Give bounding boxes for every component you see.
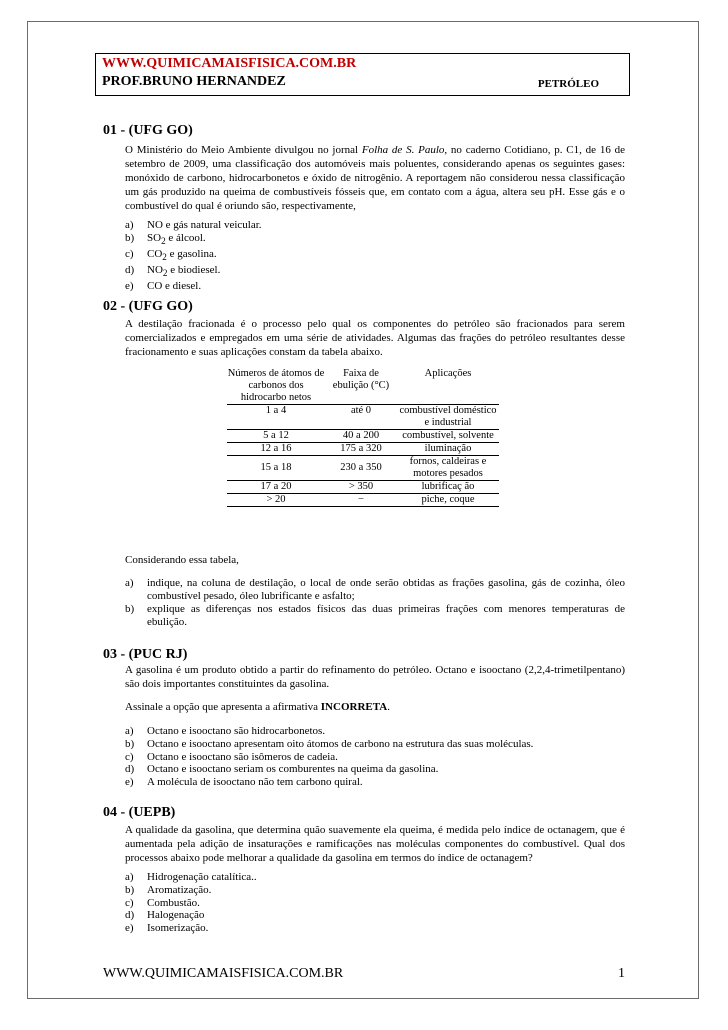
- header-site: WWW.QUIMICAMAISFISICA.COM.BR: [102, 56, 357, 71]
- option-item: [125, 776, 625, 789]
- option-text-a: CO e diesel.: [147, 279, 202, 292]
- table-row: [227, 481, 499, 494]
- question-3-title: 03 - (PUC RJ): [103, 647, 188, 662]
- option-text: Halogenação: [147, 909, 205, 922]
- option-letter: c): [125, 896, 134, 909]
- option-text: Hidrogenação catalítica..: [147, 871, 257, 883]
- option-item: [125, 725, 625, 738]
- option-text-a: CO: [147, 247, 163, 260]
- option-letter: b): [125, 737, 135, 750]
- option-letter: b): [125, 603, 135, 615]
- option-text: Octano e isooctano seriam os comburentes na queima da gasolina.: [147, 763, 439, 776]
- question-1-text-part-1: O Ministério do Meio Ambiente divulgou no jornal: [125, 144, 362, 156]
- option-letter: d): [125, 763, 135, 776]
- subscript: 2: [162, 267, 168, 278]
- instruction-part-1: Assinale a opção que apresenta a afirmativa: [125, 701, 321, 713]
- table-cell: combustível, solvente: [397, 430, 499, 443]
- option-text: Combustão.: [147, 896, 200, 909]
- option-letter: a): [125, 577, 134, 589]
- option-item: [125, 871, 625, 884]
- option-letter: b): [125, 231, 135, 244]
- table-row: [227, 405, 499, 430]
- footer-site: WWW.QUIMICAMAISFISICA.COM.BR: [103, 966, 344, 981]
- option-item: [125, 219, 625, 232]
- table-cell: fornos, caldeiras e motores pesados: [397, 456, 499, 481]
- question-3-instruction: [125, 700, 625, 714]
- option-letter: e): [125, 776, 134, 789]
- table-cell: > 350: [325, 481, 397, 494]
- table-cell: 17 a 20: [227, 481, 325, 494]
- option-text: indique, na coluna de destilação, o local de onde serão obtidas as frações gasolina, gás de cozinha, óleo combustível pesado, óleo lubrificante e asfalto;: [147, 577, 625, 602]
- option-letter: b): [125, 883, 135, 896]
- option-text: [147, 248, 625, 264]
- option-letter: d): [125, 909, 135, 922]
- option-letter: a): [125, 871, 134, 883]
- option-item: [125, 763, 625, 776]
- option-item: [125, 884, 625, 897]
- table-cell: 175 a 320: [325, 443, 397, 456]
- fractions-table: [227, 368, 499, 507]
- table-header-boiling: Faixa de ebulição (°C): [325, 368, 397, 405]
- option-text: A molécula de isooctano não tem carbono quiral.: [147, 776, 363, 789]
- table-header-row: [227, 368, 499, 405]
- option-letter: c): [125, 750, 134, 763]
- option-letter: d): [125, 263, 135, 276]
- option-item: [125, 909, 625, 922]
- header-professor: PROF.BRUNO HERNANDEZ: [102, 74, 286, 89]
- option-letter: c): [125, 247, 134, 260]
- option-item: [125, 738, 625, 751]
- question-1-text-part-2: , no caderno Cotidiano, p. C1, de 16 de setembro de 2009, uma classificação dos automóveis mais poluentes, considerando apenas os seguintes gases: monóxido de carbono, hidrocarbonetos e óxido de nitrogênio. A reportagem não considerou nessa classificação um gás produzido na queima de combustíveis fósseis que, em contato com a água, altera seu pH. Esse gás e o combustível do qual é oriundo são, respectivamente,: [125, 144, 625, 212]
- option-text: [147, 280, 625, 293]
- table-cell: até 0: [325, 405, 397, 430]
- table-cell: 15 a 18: [227, 456, 325, 481]
- table-header-carbons: Números de átomos de carbonos dos hidrocarbo netos: [227, 368, 325, 403]
- question-4-text: A qualidade da gasolina, que determina quão suavemente ela queima, é medida pelo índice de octanagem, que é aumentada pela adição de insaturações e ramificações nas moléculas componentes do combustível. Qual dos processos abaixo pode melhorar a qualidade da gasolina em termos do índice de octanagem?: [125, 824, 625, 864]
- table-row: [227, 443, 499, 456]
- option-item: [125, 603, 625, 629]
- option-item: [125, 577, 625, 603]
- subscript: 2: [162, 251, 167, 262]
- table-cell: > 20: [227, 494, 325, 507]
- option-text: Octano e isooctano são hidrocarbonetos.: [147, 725, 326, 737]
- question-2-considering: Considerando essa tabela,: [125, 554, 239, 566]
- subscript: 2: [161, 235, 166, 246]
- table-cell: combustível doméstico e industrial: [397, 405, 499, 430]
- option-text: [147, 219, 625, 232]
- page-number: 1: [618, 966, 625, 981]
- table-cell: 5 a 12: [227, 430, 325, 443]
- option-item: [125, 751, 625, 764]
- option-letter: e): [125, 279, 134, 292]
- option-item: [125, 922, 625, 935]
- option-text-a: NO: [147, 263, 163, 276]
- table-row: [227, 456, 499, 481]
- option-item: [125, 897, 625, 910]
- table-cell: −: [325, 494, 397, 507]
- option-letter: e): [125, 922, 134, 935]
- table-row: [227, 430, 499, 443]
- question-1-title: 01 - (UFG GO): [103, 123, 193, 138]
- instruction-emphasis: INCORRETA: [320, 701, 388, 713]
- option-text-b: e gasolina.: [166, 247, 217, 260]
- table-cell: iluminação: [397, 443, 499, 456]
- option-text: explique as diferenças nos estados físicos das duas primeiras frações com menores temperaturas de ebulição.: [147, 603, 625, 628]
- question-4-title: 04 - (UEPB): [103, 805, 176, 820]
- table-cell: lubrificaç ão: [397, 481, 499, 494]
- option-text-a: SO: [147, 231, 162, 244]
- question-2-title: 02 - (UFG GO): [103, 299, 193, 314]
- table-cell: 230 a 350: [325, 456, 397, 481]
- option-letter: a): [125, 725, 134, 737]
- question-2-options: [125, 577, 625, 629]
- table-cell: piche, coque: [397, 494, 499, 507]
- option-item: [125, 280, 625, 293]
- table-cell: 40 a 200: [325, 430, 397, 443]
- question-2-text: A destilação fracionada é o processo pelo qual os componentes do petróleo são fracionados para serem comercializados e empregados em uma série de atividades. Algumas das frações do petróleo resultantes desse fracionamento e suas aplicações constam da tabela abaixo.: [125, 318, 625, 358]
- option-text-a: NO e gás natural veicular.: [147, 219, 262, 231]
- option-text-b: e biodiesel.: [167, 263, 221, 276]
- question-1-text: [125, 143, 625, 213]
- question-3-text: A gasolina é um produto obtido a partir do refinamento do petróleo. Octano e isooctano (2,2,4-trimetilpentano) são dois importantes constituintes da gasolina.: [125, 664, 625, 690]
- question-4-options: [125, 871, 625, 935]
- table-cell: 12 a 16: [227, 443, 325, 456]
- page-header: [95, 53, 630, 96]
- option-text: Aromatização.: [147, 883, 212, 896]
- option-item: [125, 232, 625, 248]
- option-text: [147, 264, 625, 280]
- question-1-newspaper: Folha de S. Paulo: [361, 144, 445, 156]
- option-letter: a): [125, 219, 134, 231]
- option-text-b: e álcool.: [165, 231, 206, 244]
- option-text: [147, 232, 625, 248]
- option-text: Octano e isooctano são isômeros de cadeia.: [147, 750, 338, 763]
- table-header-applications: Aplicações: [424, 368, 472, 379]
- table-cell: 1 a 4: [227, 405, 325, 430]
- option-item: [125, 248, 625, 264]
- header-subject: PETRÓLEO: [537, 78, 599, 90]
- option-text: Octano e isooctano apresentam oito átomos de carbono na estrutura das suas moléculas.: [147, 737, 534, 750]
- option-text: Isomerização.: [147, 922, 209, 935]
- instruction-part-2: .: [387, 701, 390, 713]
- table-row: [227, 494, 499, 507]
- question-1-options: [125, 219, 625, 293]
- question-3-options: [125, 725, 625, 789]
- option-item: [125, 264, 625, 280]
